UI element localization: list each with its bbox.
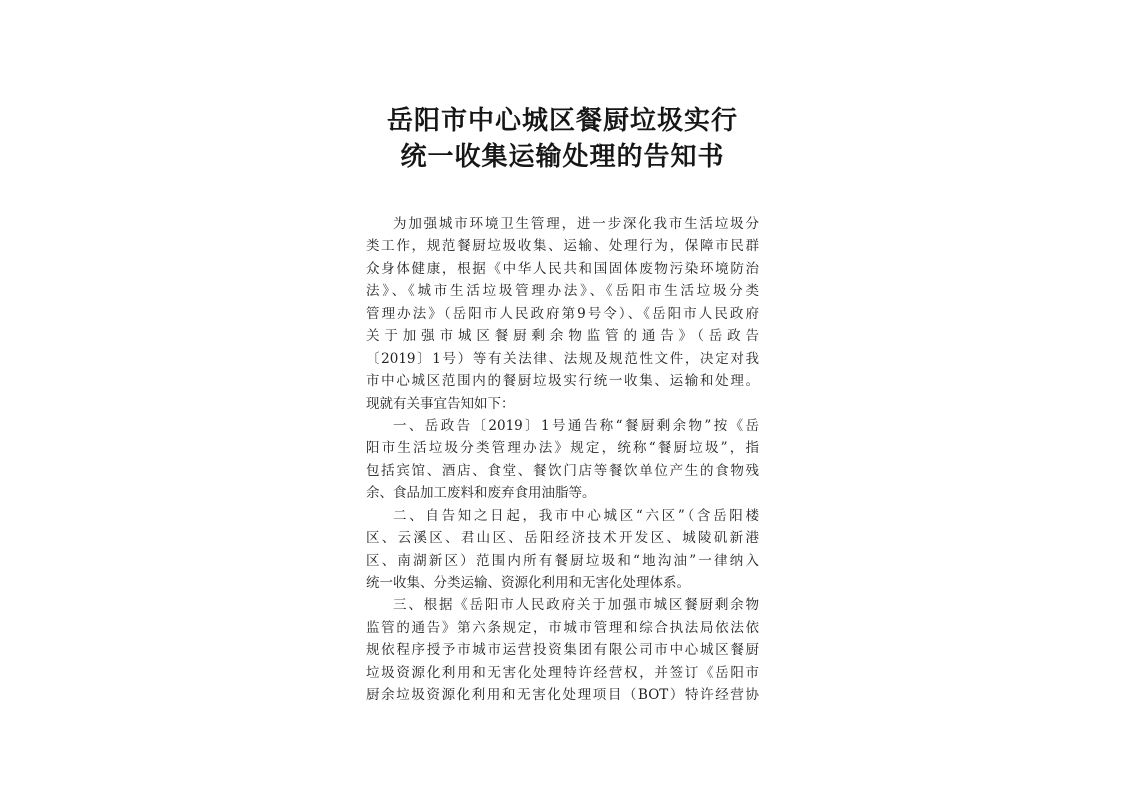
paragraph-1: [366, 213, 759, 415]
text-line: 三、根据《岳阳市人民政府关于加强市城区餐厨剩余物: [393, 597, 759, 614]
text-line: 一、岳政告〔2019〕1号通告称“餐厨剩余物”按《岳: [393, 417, 759, 434]
text-line: 阳市生活垃圾分类管理办法》规定，统称“餐厨垃圾”，指: [366, 440, 759, 457]
text-line: 管理办法》（岳阳市人民政府第9号令）、《岳阳市人民政府: [366, 305, 759, 322]
text-line: 〔2019〕1号）等有关法律、法规及规范性文件，决定对我: [366, 350, 759, 367]
text-line: 厨余垃圾资源化利用和无害化处理项目（BOT）特许经营协: [366, 687, 759, 704]
text-line: 二、自告知之日起，我市中心城区“六区”（含岳阳楼: [393, 507, 759, 524]
text-line: 众身体健康，根据《中华人民共和国固体废物污染环境防治: [366, 260, 759, 277]
text-line: 类工作，规范餐厨垃圾收集、运输、处理行为，保障市民群: [366, 238, 759, 255]
text-line: 关于加强市城区餐厨剩余物监管的通告》（岳政告: [366, 328, 759, 345]
paragraph-2: [366, 415, 759, 505]
paragraph-4: [366, 594, 759, 706]
text-line: 为加强城市环境卫生管理，进一步深化我市生活垃圾分: [393, 216, 759, 232]
title-line-2: 统一收集运输处理的告知书: [400, 142, 725, 172]
text-line: 法》、《城市生活垃圾管理办法》、《岳阳市生活垃圾分类: [366, 283, 759, 300]
text-line: 统一收集、分类运输、资源化利用和无害化处理体系。: [366, 575, 690, 591]
text-line: 包括宾馆、酒店、食堂、餐饮门店等餐饮单位产生的食物残: [366, 462, 759, 479]
text-line: 规依程序授予市城市运营投资集团有限公司市中心城区餐厨: [366, 642, 759, 659]
text-line: 区、云溪区、君山区、岳阳经济技术开发区、城陵矶新港: [366, 530, 759, 547]
text-line: 余、食品加工废料和废弃食用油脂等。: [366, 485, 596, 502]
text-line: 现就有关事宜告知如下：: [366, 395, 515, 412]
text-line: 市中心城区范围内的餐厨垃圾实行统一收集、运输和处理。: [366, 373, 759, 390]
page-title: [366, 103, 759, 175]
paragraph-3: [366, 505, 759, 595]
text-line: 垃圾资源化利用和无害化处理特许经营权，并签订《岳阳市: [366, 664, 759, 681]
title-line-1: 岳阳市中心城区餐厨垃圾实行: [386, 106, 738, 136]
text-line: 监管的通告》第六条规定，市城市管理和综合执法局依法依: [366, 619, 759, 636]
text-line: 区、南湖新区）范围内所有餐厨垃圾和“地沟油”一律纳入: [366, 552, 759, 569]
document-body: [366, 213, 759, 707]
